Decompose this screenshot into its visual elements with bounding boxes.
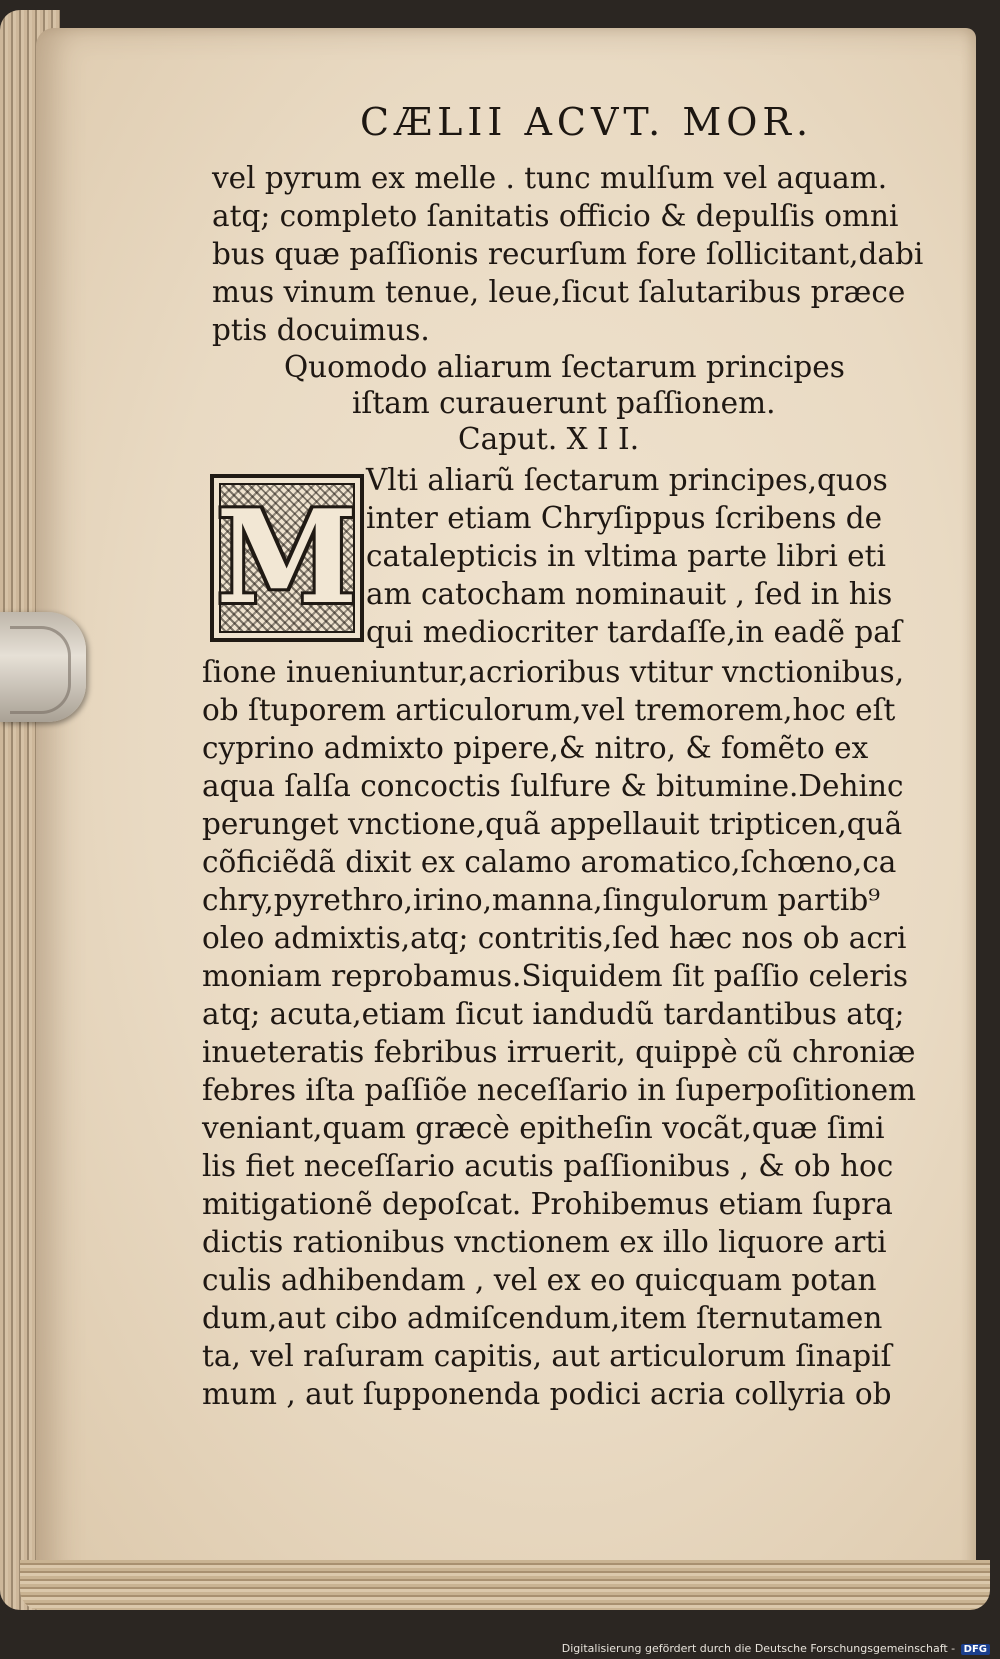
initial-letter: M	[216, 483, 358, 633]
text-line: dum,aut cibo admiſcendum,item ſternutamen	[202, 1301, 883, 1335]
footer-credit-text: Digitalisierung gefördert durch die Deutsche Forschungsgemeinschaft -	[561, 1642, 956, 1655]
text-line: febres iſta paſſiõe neceſſario in ſuperpoſitionem	[202, 1073, 917, 1107]
page-stack-bottom	[20, 1560, 990, 1610]
text-line: oleo admixtis,atq; contritis,ſed hæc nos ob acri	[202, 921, 907, 955]
dfg-logo: DFG	[961, 1644, 990, 1655]
chapter-title: iſtam curauerunt paſſionem.	[352, 386, 776, 420]
text-line: mum , aut ſupponenda podici acria collyria ob	[202, 1377, 892, 1411]
text-line: moniam reprobamus.Siquidem ſit paſſio celeris	[202, 959, 909, 993]
text-line: atq; completo ſanitatis officio & depulſis omni	[212, 199, 899, 233]
text-line: vel pyrum ex melle . tunc mulſum vel aquam.	[212, 161, 888, 195]
text-line: ta, vel raſuram capitis, aut articulorum ſinapiſ	[202, 1339, 892, 1373]
decorated-initial	[210, 474, 364, 642]
text-line: cyprino admixto pipere,& nitro, & fomẽto ex	[202, 731, 869, 765]
chapter-number: Caput. X I I.	[458, 422, 640, 456]
text-line: ſione inueniuntur,acrioribus vtitur vnctionibus,	[202, 655, 905, 689]
text-line: inter etiam Chryſippus ſcribens de	[366, 501, 883, 535]
text-line: catalepticis in vltima parte libri eti	[366, 539, 886, 573]
text-line: mitigationẽ depoſcat. Prohibemus etiam ſupra	[202, 1187, 893, 1221]
text-line: qui mediocriter tardaſſe,in eadẽ paſ	[366, 615, 902, 649]
text-line: bus quæ paſſionis recurſum fore ſollicitant,dabi	[212, 237, 924, 271]
text-line: ptis docuimus.	[212, 313, 430, 347]
text-line: Vlti aliarũ ſectarum principes,quos	[366, 463, 888, 497]
text-line: veniant,quam græcè epitheſin vocãt,quæ ſimi	[202, 1111, 885, 1145]
text-line: aqua ſalſa concoctis ſulfure & bitumine.Dehinc	[202, 769, 904, 803]
text-line: dictis rationibus vnctionem ex illo liquore arti	[202, 1225, 887, 1259]
text-line: culis adhibendam , vel ex eo quicquam potan	[202, 1263, 877, 1297]
text-line: inueteratis febribus irruerit, quippè cũ chroniæ	[202, 1035, 916, 1069]
text-line: mus vinum tenue, leue,ſicut ſalutaribus præce	[212, 275, 906, 309]
text-line: am catocham nominauit , ſed in his	[366, 577, 893, 611]
running-head: CÆLII ACVT. MOR.	[360, 100, 814, 144]
text-line: chry,pyrethro,irino,manna,ſingulorum partib⁹	[202, 883, 881, 917]
text-line: perunget vnctione,quã appellauit tripticen,quã	[202, 807, 903, 841]
text-line: cõficiẽdã dixit ex calamo aromatico,ſchœno,ca	[202, 845, 897, 879]
book-clip	[0, 612, 86, 722]
text-line: ob ſtuporem articulorum,vel tremorem,hoc eſt	[202, 693, 896, 727]
footer-credit	[562, 1642, 990, 1655]
chapter-title: Quomodo aliarum ſectarum principes	[284, 350, 845, 384]
text-line: atq; acuta,etiam ſicut iandudũ tardantibus atq;	[202, 997, 905, 1031]
text-line: lis fiet neceſſario acutis paſſionibus , & ob hoc	[202, 1149, 894, 1183]
